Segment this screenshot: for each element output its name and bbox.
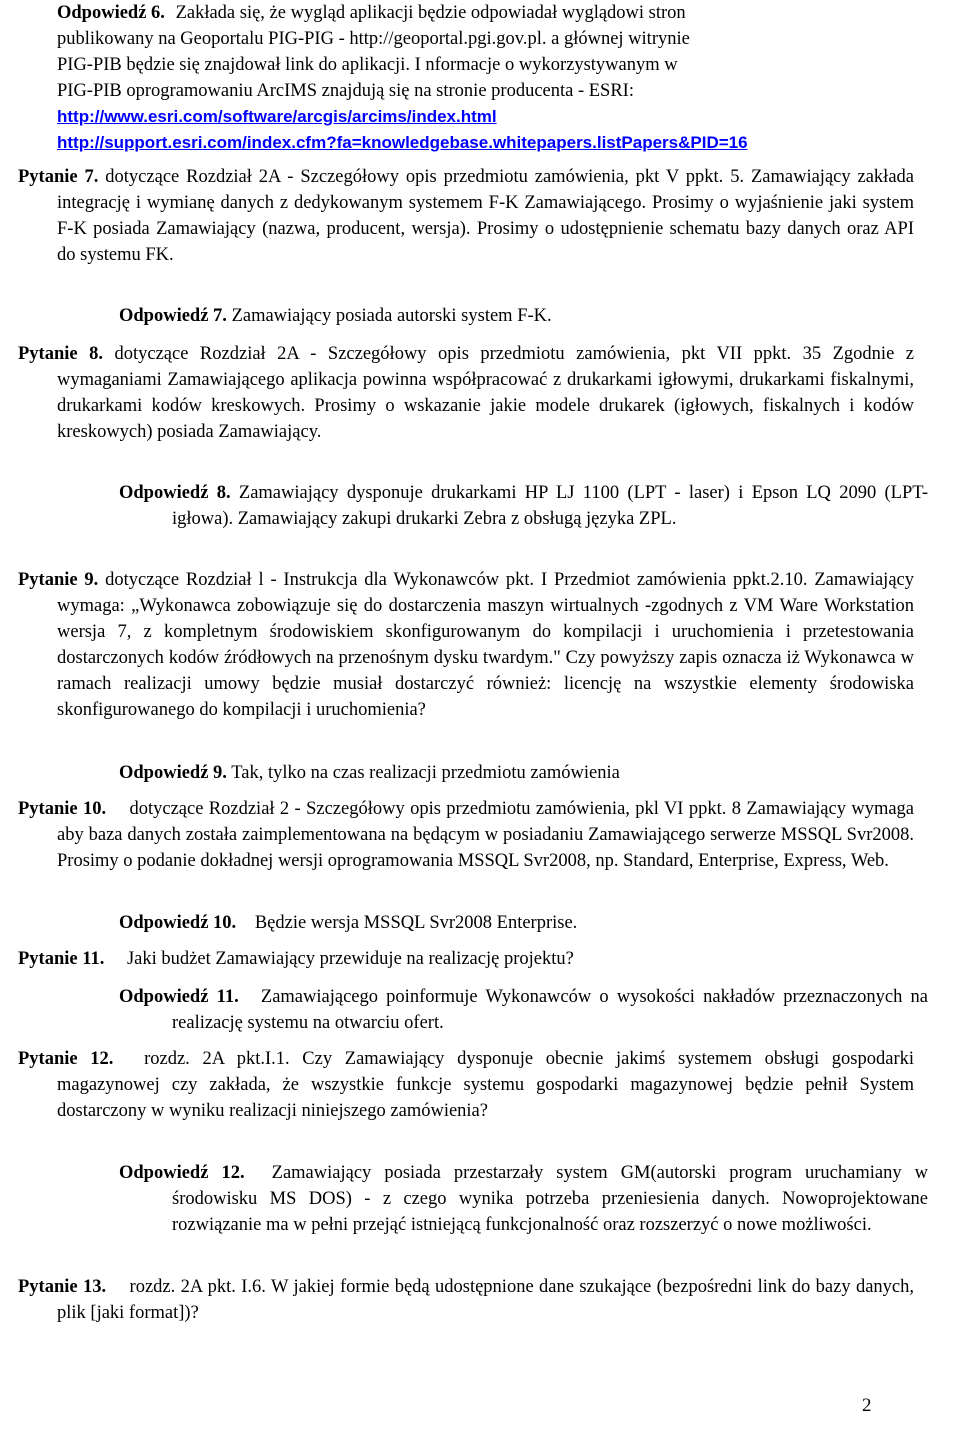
answer-12-label: Odpowiedź 12. <box>119 1163 245 1183</box>
answer-11 <box>119 984 928 1036</box>
question-10-label: Pytanie 10. <box>18 799 107 819</box>
question-7-text: dotyczące Rozdział 2A - Szczegółowy opis przedmiotu zamówienia, pkt V ppkt. 5. Zamawiający zakłada integrację i wymianę danych z dedykowanym systemem F-K Zamawiającego. Prosimy o wyjaśnienie jaki system F-K posiada Zamawiający (nazwa, producent, wersja). Prosimy o udostępnienie schematu bazy danych oraz API do systemu FK. <box>57 167 914 265</box>
question-12-label: Pytanie 12. <box>18 1049 114 1069</box>
question-10-text: dotyczące Rozdział 2 - Szczegółowy opis przedmiotu zamówienia, pkl VI ppkt. 8 Zamawiający wymaga aby baza danych została zaimplementowana na będącym w posiadaniu Zamawiającego serwerze MSSQL Svr2008. Prosimy o podanie dokładnej wersji oprogramowania MSSQL Svr2008, np. Standard, Enterprise, Express, Web. <box>57 799 915 871</box>
answer-10-label: Odpowiedź 10. <box>119 913 237 933</box>
answer-6-text-2: publikowany na Geoportalu PIG-PIG - http://geoportal.pgi.gov.pl. a głównej witrynie <box>57 29 690 49</box>
question-8-label: Pytanie 8. <box>18 344 103 364</box>
answer-7-text: Zamawiający posiada autorski system F-K. <box>231 306 552 326</box>
esri-support-link[interactable]: http://support.esri.com/index.cfm?fa=knowledgebase.whitepapers.listPapers&PID=16 <box>57 133 748 152</box>
answer-7-label: Odpowiedź 7. <box>119 306 227 326</box>
question-9-text: dotyczące Rozdział l - Instrukcja dla Wykonawców pkt. I Przedmiot zamówienia ppkt.2.10. Zamawiający wymaga: „Wykonawca zobowiązuje się do dostarczenia maszyn wirtualnych -zgodnych z VM Ware Workstation wersja 7, z kompletnym środowiskiem skonfigurowanym do kompilacji i uruchomienia i przetestowania dostarczonych kodów źródłowych na przenośnym dysku twardym." Czy powyższy zapis oznacza iż Wykonawca w ramach realizacji umowy będzie musiał dostarczyć również: licencję na wszystkie elementy środowiska skonfigurowanego do kompilacji i uruchomienia? <box>57 570 914 720</box>
question-7-label: Pytanie 7. <box>18 167 99 187</box>
question-11-label: Pytanie 11. <box>18 949 105 969</box>
answer-10-text: Będzie wersja MSSQL Svr2008 Enterprise. <box>254 913 578 933</box>
question-11-text: Jaki budżet Zamawiający przewiduje na realizację projektu? <box>126 949 574 969</box>
question-11 <box>18 946 875 972</box>
page-number: 2 <box>862 1395 872 1416</box>
question-12 <box>18 1046 914 1124</box>
answer-8-label: Odpowiedź 8. <box>119 483 231 503</box>
question-13-label: Pytanie 13. <box>18 1277 107 1297</box>
answer-8 <box>119 480 928 532</box>
answer-9-text: Tak, tylko na czas realizacji przedmiotu zamówienia <box>231 763 620 783</box>
question-12-text: rozdz. 2A pkt.I.1. Czy Zamawiający dysponuje obecnie jakimś systemem obsługi gospodarki magazynowej czy zakłada, że wszystkie funkcje systemu gospodarki magazynowej będzie pełnił System dostarczony w wyniku realizacji niniejszego zamówienia? <box>57 1049 915 1121</box>
answer-12 <box>119 1160 928 1238</box>
answer-6-text-1: Zakłada się, że wygląd aplikacji będzie odpowiadał wyglądowi stron <box>175 3 686 23</box>
question-8-text: dotyczące Rozdział 2A - Szczegółowy opis przedmiotu zamówienia, pkt VII ppkt. 35 Zgodnie z wymaganiami Zamawiającego aplikacja powinna współpracować z drukarkami igłowymi, drukarkami fiskalnymi, drukarkami kodów kreskowych. Prosimy o wskazanie jakie modele drukarek (igłowych, fiskalnych i kodów kreskowych) posiada Zamawiający. <box>57 344 914 442</box>
answer-6-label: Odpowiedź 6. <box>57 3 165 23</box>
answer-7 <box>119 303 875 329</box>
question-13-text: rozdz. 2A pkt. I.6. W jakiej formie będą udostępnione dane szukające (bezpośredni link do bazy danych, plik [jaki format])? <box>57 1277 915 1323</box>
answer-11-text: Zamawiającego poinformuje Wykonawców o wysokości nakładów przeznaczonych na realizację systemu na otwarciu ofert. <box>172 987 928 1033</box>
answer-6-text-4: PIG-PIB oprogramowaniu ArcIMS znajdują się na stronie producenta - ESRI: <box>57 81 634 101</box>
question-13 <box>18 1274 914 1326</box>
question-9-label: Pytanie 9. <box>18 570 99 590</box>
answer-9 <box>119 760 875 786</box>
question-10 <box>18 796 914 874</box>
answer-8-text: Zamawiający dysponuje drukarkami HP LJ 1100 (LPT - laser) i Epson LQ 2090 (LPT- igłowa). Zamawiający zakupi drukarki Zebra z obsługą języka ZPL. <box>172 483 928 529</box>
question-9 <box>18 567 914 723</box>
question-7 <box>18 164 914 268</box>
answer-11-label: Odpowiedź 11. <box>119 987 239 1007</box>
answer-9-label: Odpowiedź 9. <box>119 763 227 783</box>
answer-6-text-3: PIG-PIB będzie się znajdował link do aplikacji. I nformacje o wykorzystywanym w <box>57 55 678 75</box>
arcims-link[interactable]: http://www.esri.com/software/arcgis/arcims/index.html <box>57 107 497 126</box>
answer-12-text: Zamawiający posiada przestarzały system GM(autorski program uruchamiany w środowisku MS DOS) - z czego wynika potrzeba przeniesienia danych. Nowoprojektowane rozwiązanie ma w pełni przejąć istniejącą funkcjonalność oraz rozszerzyć o nowe możliwości. <box>172 1163 928 1235</box>
answer-6-block <box>57 0 875 156</box>
answer-10 <box>119 910 875 936</box>
question-8 <box>18 341 914 445</box>
